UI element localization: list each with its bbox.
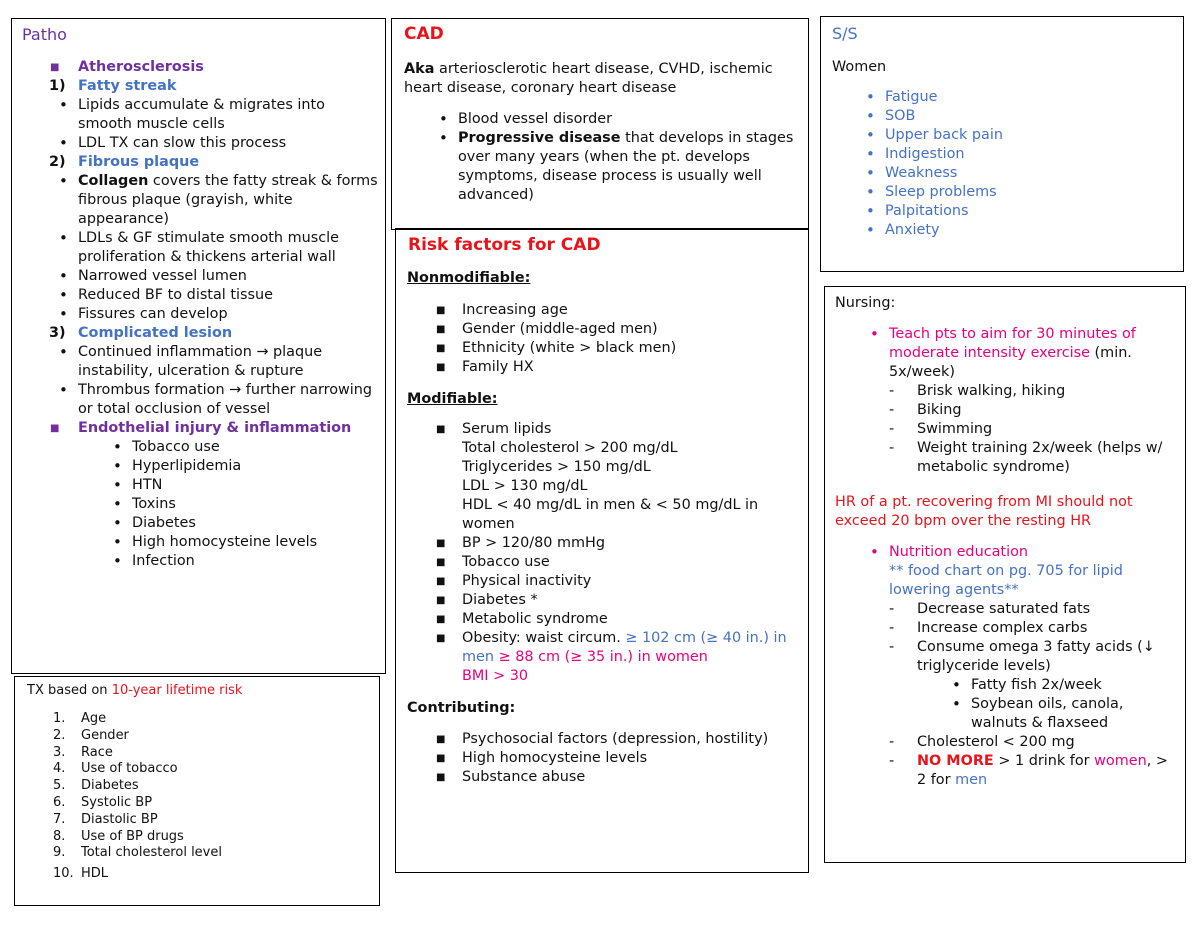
list-item: ■ Metabolic syndrome	[462, 610, 802, 629]
list-item: • Lipids accumulate & migrates into smooth muscle cells	[78, 96, 378, 134]
list-item: • Infection	[132, 552, 378, 571]
nursing-title: Nursing:	[835, 295, 896, 311]
list-item: - Weight training 2x/week (helps w/ metabolic syndrome)	[917, 439, 1179, 477]
list-item: ■ BP > 120/80 mmHg	[462, 534, 802, 553]
list-item: • Thrombus formation → further narrowing or total occlusion of vessel	[78, 381, 378, 419]
list-item: 5. Diabetes	[53, 778, 139, 794]
list-item: • Hyperlipidemia	[132, 457, 378, 476]
list-item: 1. Age	[53, 711, 107, 726]
list-item: - Consume omega 3 fatty acids (↓ triglyceride levels) • Fatty fish 2x/week • Soybean oils, canola, walnuts & flaxseed	[917, 638, 1179, 733]
complicated-lesion-list	[78, 343, 378, 419]
list-item: • Palpitations	[885, 202, 1165, 221]
cad-panel	[391, 18, 809, 230]
list-item: • Blood vessel disorder	[458, 110, 798, 129]
list-item: 9. Total cholesterol level	[53, 845, 222, 861]
list-item: • LDL TX can slow this process	[78, 134, 378, 153]
hr-note: HR of a pt. recovering from MI should not exceed 20 bpm over the resting HR	[835, 494, 1133, 529]
list-item: • SOB	[885, 107, 1165, 126]
list-item: 7. Diastolic BP	[53, 811, 158, 827]
list-item: 4. Use of tobacco	[53, 761, 178, 777]
list-item: • Progressive disease that develops in stages over many years (when the pt. develops symptoms, disease process is usually well advanced)	[458, 129, 798, 205]
list-item: ■ Gender (middle-aged men)	[462, 320, 802, 339]
tx-list	[53, 711, 371, 883]
list-item: ■ Increasing age	[462, 301, 802, 320]
list-item: • HTN	[132, 476, 378, 495]
list-item: - Cholesterol < 200 mg	[917, 733, 1179, 752]
contributing-heading: Contributing:	[407, 700, 516, 716]
list-item: • Reduced BF to distal tissue	[78, 286, 378, 305]
ss-title: S/S	[832, 24, 858, 43]
list-item: • Weakness	[885, 164, 1165, 183]
list-item: ■ Obesity: waist circum. ≥ 102 cm (≥ 40 in.) in men ≥ 88 cm (≥ 35 in.) in women BMI > 30	[462, 629, 802, 686]
risk-title: Risk factors for CAD	[408, 235, 601, 255]
fatty-streak-heading: Fatty streak	[78, 78, 177, 94]
list-item: - Brisk walking, hiking	[917, 382, 1179, 401]
list-item: • Upper back pain	[885, 126, 1165, 145]
list-item: ■ Diabetes *	[462, 591, 802, 610]
nonmodifiable-list	[462, 301, 802, 377]
endothelial-list	[132, 438, 378, 571]
list-item: • High homocysteine levels	[132, 533, 378, 552]
list-item: ■ Family HX	[462, 358, 802, 377]
ss-list	[885, 88, 1165, 240]
list-item: - Increase complex carbs	[917, 619, 1179, 638]
list-item: • Soybean oils, canola, walnuts & flaxseed	[971, 695, 1179, 733]
contributing-list	[462, 730, 802, 787]
list-item: • Fatty fish 2x/week	[971, 676, 1179, 695]
list-item: ■ Substance abuse	[462, 768, 802, 787]
list-item: 2. Gender	[53, 727, 129, 743]
endothelial-heading: ■ Endothelial injury & inflammation	[78, 419, 378, 438]
tx-panel	[14, 676, 380, 906]
modifiable-heading: Modifiable:	[407, 391, 498, 407]
fibrous-plaque-heading: Fibrous plaque	[78, 154, 200, 170]
list-item: - Decrease saturated fats	[917, 600, 1179, 619]
list-item: ■ Serum lipids Total cholesterol > 200 mg/dL Triglycerides > 150 mg/dL LDL > 130 mg/dL HDL < 40 mg/dL in men & < 50 mg/dL in women	[462, 420, 802, 534]
list-item: • Indigestion	[885, 145, 1165, 164]
cad-title: CAD	[404, 24, 444, 44]
patho-panel: Patho ■ Atherosclerosis 1) Fatty streak • Lipids accumulate & migrates into smooth muscle cells • LDL TX can slow this process 2) Fibrous plaque • Collagen covers the fatty streak & forms fibrous plaque (grayish, white appearance) • LDLs & GF stimulate smooth muscle proliferation & thickens arterial wall • Narrowed vessel lumen • Reduced BF to distal tissue • Fissures can develop 3) Complicated lesion • Continued inflammation → plaque instability, ulceration & rupture • Thrombus formation → further narrowing or total occlusion of vessel ■ Endothelial injury & inflammation • Tobacco use • Hyperlipidemia • HTN • Toxins • Diabetes • High homocysteine levels • Infection	[11, 18, 386, 674]
list-item: • Anxiety	[885, 221, 1165, 240]
diet-list	[917, 600, 1179, 790]
list-item: - NO MORE > 1 drink for women, > 2 for men	[917, 752, 1179, 790]
list-item: ■ Ethnicity (white > black men)	[462, 339, 802, 358]
list-item: • Sleep problems	[885, 183, 1165, 202]
cad-aka: Aka arteriosclerotic heart disease, CVHD, ischemic heart disease, coronary heart disease	[404, 61, 773, 96]
ss-women-label: Women	[832, 59, 887, 75]
fatty-streak-list	[78, 96, 378, 153]
complicated-lesion-heading: Complicated lesion	[78, 325, 233, 341]
list-item: • Toxins	[132, 495, 378, 514]
list-item: • Continued inflammation → plaque instability, ulceration & rupture	[78, 343, 378, 381]
list-item: • Teach pts to aim for 30 minutes of moderate intensity exercise (min. 5x/week)	[889, 325, 1179, 382]
list-item: • Collagen covers the fatty streak & forms fibrous plaque (grayish, white appearance)	[78, 172, 378, 229]
modifiable-list	[462, 420, 802, 686]
list-item: ■ High homocysteine levels	[462, 749, 802, 768]
list-item: 10. HDL	[53, 866, 109, 882]
list-item: • Tobacco use	[132, 438, 378, 457]
tx-heading: TX based on 10-year lifetime risk	[27, 683, 243, 698]
list-item: 8. Use of BP drugs	[53, 828, 184, 844]
cad-list	[458, 110, 798, 205]
signs-symptoms-panel	[820, 16, 1184, 272]
atherosclerosis-heading: ■ Atherosclerosis	[78, 58, 378, 77]
patho-title: Patho	[22, 25, 67, 44]
exercise-list	[917, 382, 1179, 477]
nonmodifiable-heading: Nonmodifiable:	[407, 270, 531, 286]
list-item: ■ Physical inactivity	[462, 572, 802, 591]
list-item: • Diabetes	[132, 514, 378, 533]
list-item: • LDLs & GF stimulate smooth muscle proliferation & thickens arterial wall	[78, 229, 378, 267]
list-item: - Biking	[917, 401, 1179, 420]
list-item: 6. Systolic BP	[53, 794, 153, 810]
list-item: • Nutrition education ** food chart on pg. 705 for lipid lowering agents**	[889, 543, 1179, 600]
list-item: ■ Psychosocial factors (depression, hostility)	[462, 730, 802, 749]
list-item: ■ Tobacco use	[462, 553, 802, 572]
list-item: 3. Race	[53, 744, 113, 760]
risk-factors-panel	[395, 228, 809, 873]
list-item: • Narrowed vessel lumen	[78, 267, 378, 286]
list-item: • Fissures can develop	[78, 305, 378, 324]
nursing-panel	[824, 286, 1186, 863]
omega-list	[971, 676, 1179, 733]
list-item: - Swimming	[917, 420, 1179, 439]
fibrous-plaque-list	[78, 172, 378, 324]
list-item: • Fatigue	[885, 88, 1165, 107]
